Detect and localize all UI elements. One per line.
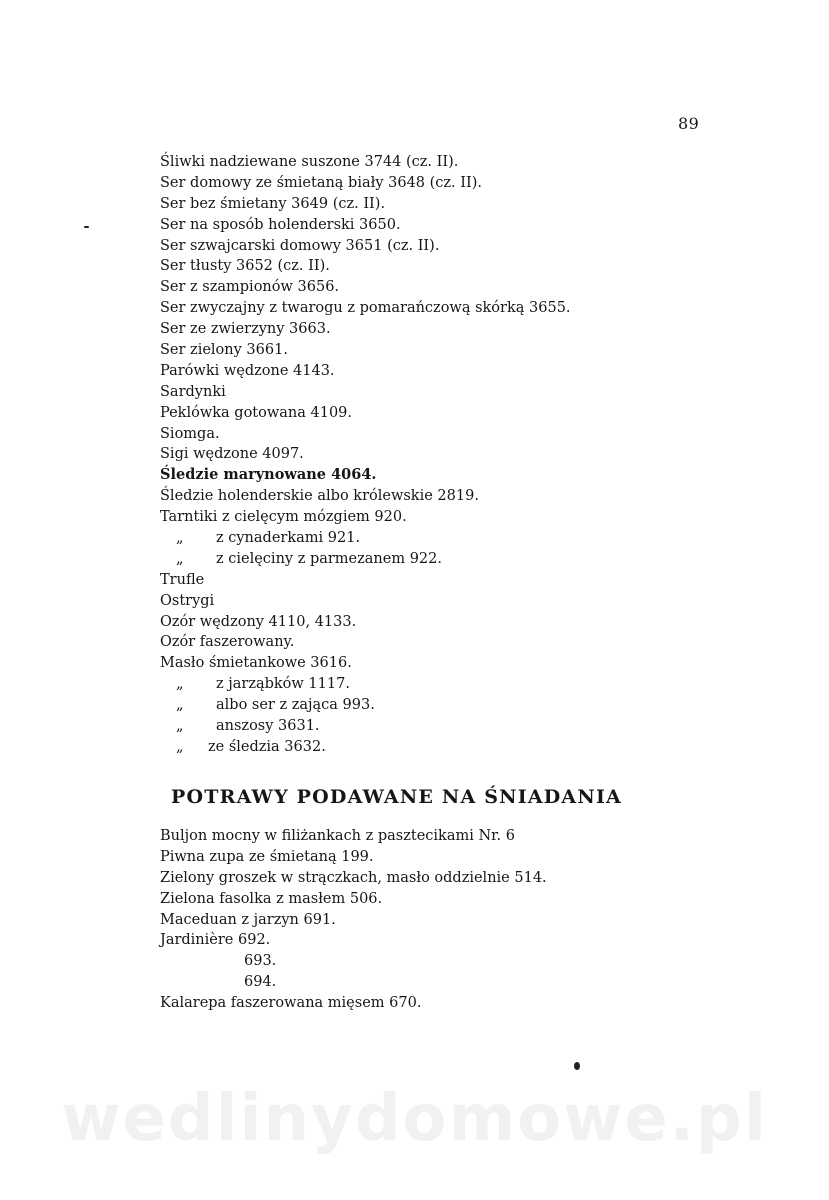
list-item: Kalarepa faszerowana mięsem 670. (160, 995, 422, 1012)
list-item: Ostrygi (160, 592, 215, 609)
list-item: Ser szwajcarski domowy 3651 (cz. II). (160, 237, 440, 254)
ditto-mark: „ (176, 697, 184, 714)
list-item-ditto (160, 695, 571, 716)
list-item-text: anszosy 3631. (216, 718, 320, 735)
list-item: Śledzie marynowane 4064. (160, 466, 377, 484)
list-item: Sardynki (160, 383, 226, 400)
list-item: Ser ze zwierzyny 3663. (160, 321, 331, 338)
list-item-ditto (160, 737, 571, 758)
list-item-ditto (160, 549, 571, 570)
list-item: Sigi wędzone 4097. (160, 446, 304, 463)
list-item: Tarntiki z cielęcym mózgiem 920. (160, 509, 407, 526)
list-item: Piwna zupa ze śmietaną 199. (160, 848, 374, 865)
list-item: Masło śmietankowe 3616. (160, 655, 352, 672)
index-list-cold-dishes (160, 152, 571, 758)
list-item: Ser zielony 3661. (160, 342, 288, 359)
list-item-text: ze śledzia 3632. (208, 738, 326, 755)
ink-speck (84, 226, 89, 228)
list-item: Ser tłusty 3652 (cz. II). (160, 258, 330, 275)
list-item: 694. (244, 974, 277, 991)
list-item: Śledzie holenderskie albo królewskie 2819. (160, 488, 479, 505)
list-item-ditto (160, 674, 571, 695)
page-number: 89 (678, 114, 700, 133)
list-item: Śliwki nadziewane suszone 3744 (cz. II). (160, 154, 459, 170)
list-item-text: albo ser z zająca 993. (216, 697, 375, 714)
ink-speck (574, 1062, 580, 1070)
list-item-text: z cielęciny z parmezanem 922. (216, 550, 442, 567)
watermark: wedlinydomowe.pl (61, 1082, 768, 1156)
list-item: 693. (244, 953, 277, 970)
list-item-text: z jarząbków 1117. (216, 676, 350, 693)
list-item: Ozór wędzony 4110, 4133. (160, 613, 357, 630)
list-item: Ser zwyczajny z twarogu z pomarańczową skórką 3655. (160, 300, 571, 317)
index-list-breakfast-dishes (160, 826, 547, 1014)
list-item-ditto (160, 716, 571, 737)
section-title: POTRAWY PODAWANE NA ŚNIADANIA (171, 786, 622, 808)
ditto-mark: „ (176, 530, 184, 547)
list-item: Ser bez śmietany 3649 (cz. II). (160, 195, 386, 212)
list-item: Jardinière 692. (160, 932, 271, 949)
list-item: Peklówka gotowana 4109. (160, 404, 353, 421)
list-item-text: z cynaderkami 921. (216, 530, 361, 547)
list-item: Ser domowy ze śmietaną biały 3648 (cz. II). (160, 174, 482, 191)
list-item-ditto (160, 528, 571, 549)
list-item: Maceduan z jarzyn 691. (160, 911, 336, 928)
list-item: Ozór faszerowany. (160, 634, 295, 651)
list-item: Zielony groszek w strączkach, masło oddzielnie 514. (160, 869, 547, 886)
ditto-mark: „ (176, 738, 184, 755)
list-item: Trufle (160, 571, 205, 588)
list-item: Buljon mocny w filiżankach z pasztecikami Nr. 6 (160, 828, 515, 844)
ditto-mark: „ (176, 676, 184, 693)
ditto-mark: „ (176, 718, 184, 735)
list-item: Siomga. (160, 425, 220, 442)
list-item: Parówki wędzone 4143. (160, 362, 335, 379)
list-item: Zielona fasolka z masłem 506. (160, 890, 383, 907)
list-item: Ser z szampionów 3656. (160, 279, 340, 296)
ditto-mark: „ (176, 550, 184, 567)
list-item: Ser na sposób holenderski 3650. (160, 216, 401, 233)
